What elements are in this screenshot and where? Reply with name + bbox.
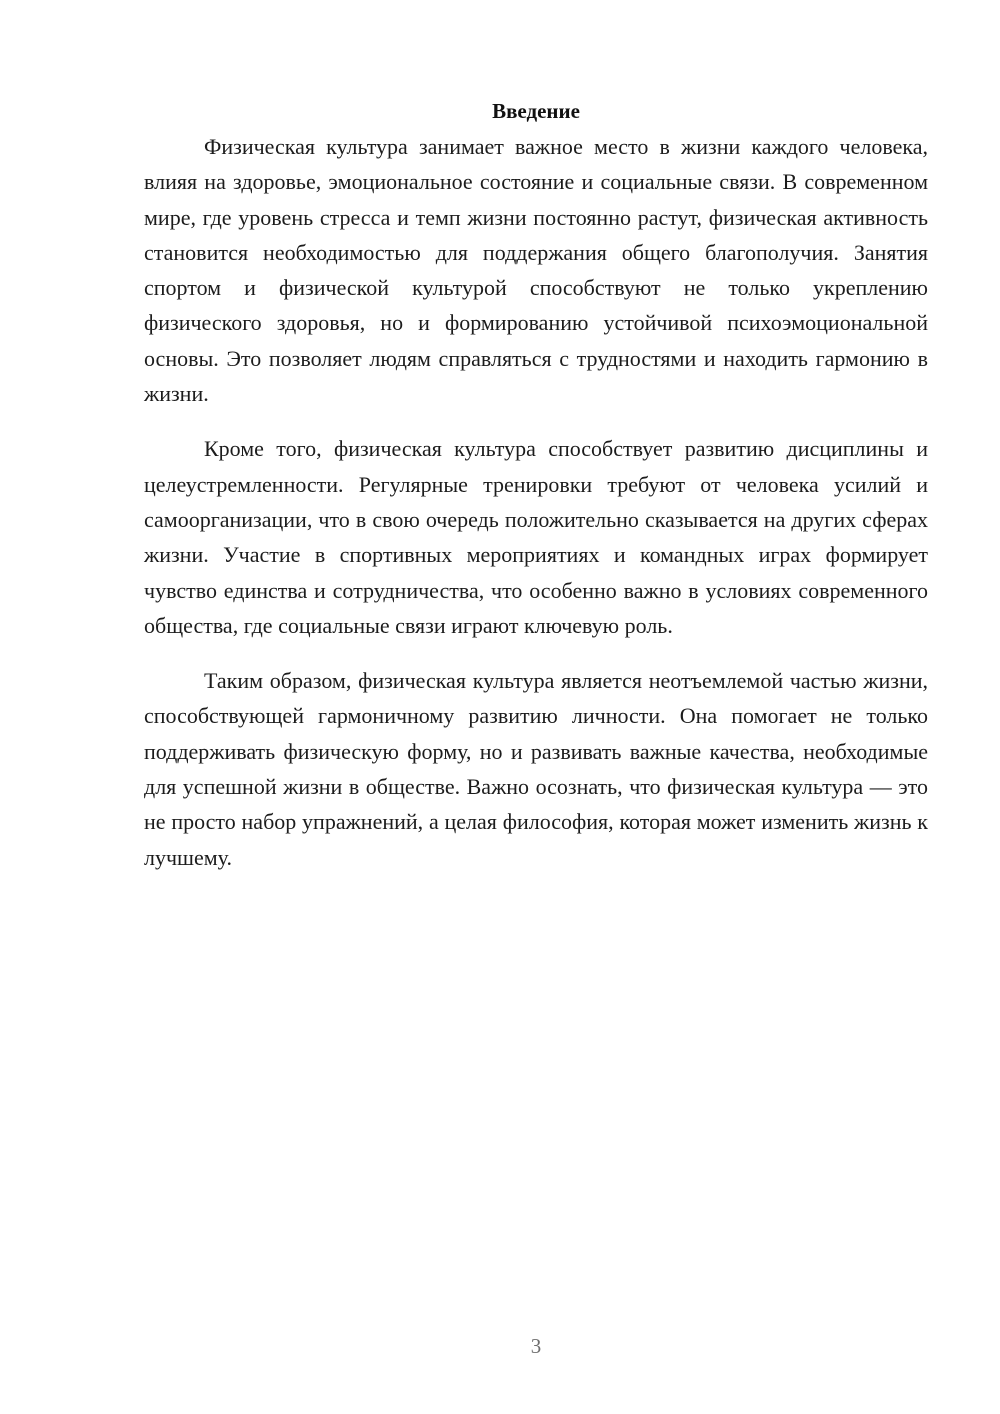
paragraph-3: Таким образом, физическая культура является неотъемлемой частью жизни, способствующей гармоничному развитию личности. Она помогает не только поддерживать физическую форму, но и развивать важные качества, необходимые для успешной жизни в обществе. Важно осознать, что физическая культура — это не просто набор упражнений, а целая философия, которая может изменить жизнь к лучшему. <box>144 668 928 870</box>
page-title: Введение <box>492 99 580 123</box>
page-content <box>144 94 928 875</box>
paragraph-2: Кроме того, физическая культура способствует развитию дисциплины и целеустремленности. Регулярные тренировки требуют от человека усилий и самоорганизации, что в свою очередь положительно сказывается на других сферах жизни. Участие в спортивных мероприятиях и командных играх формирует чувство единства и сотрудничества, что особенно важно в условиях современного общества, где социальные связи играют ключевую роль. <box>144 436 928 638</box>
paragraph-1: Физическая культура занимает важное место в жизни каждого человека, влияя на здоровье, эмоциональное состояние и социальные связи. В современном мире, где уровень стресса и темп жизни постоянно растут, физическая активность становится необходимостью для поддержания общего благополучия. Занятия спортом и физической культурой способствуют не только укреплению физического здоровья, но и формированию устойчивой психоэмоциональной основы. Это позволяет людям справляться с трудностями и находить гармонию в жизни. <box>144 134 928 407</box>
page-number: 3 <box>530 1334 542 1358</box>
